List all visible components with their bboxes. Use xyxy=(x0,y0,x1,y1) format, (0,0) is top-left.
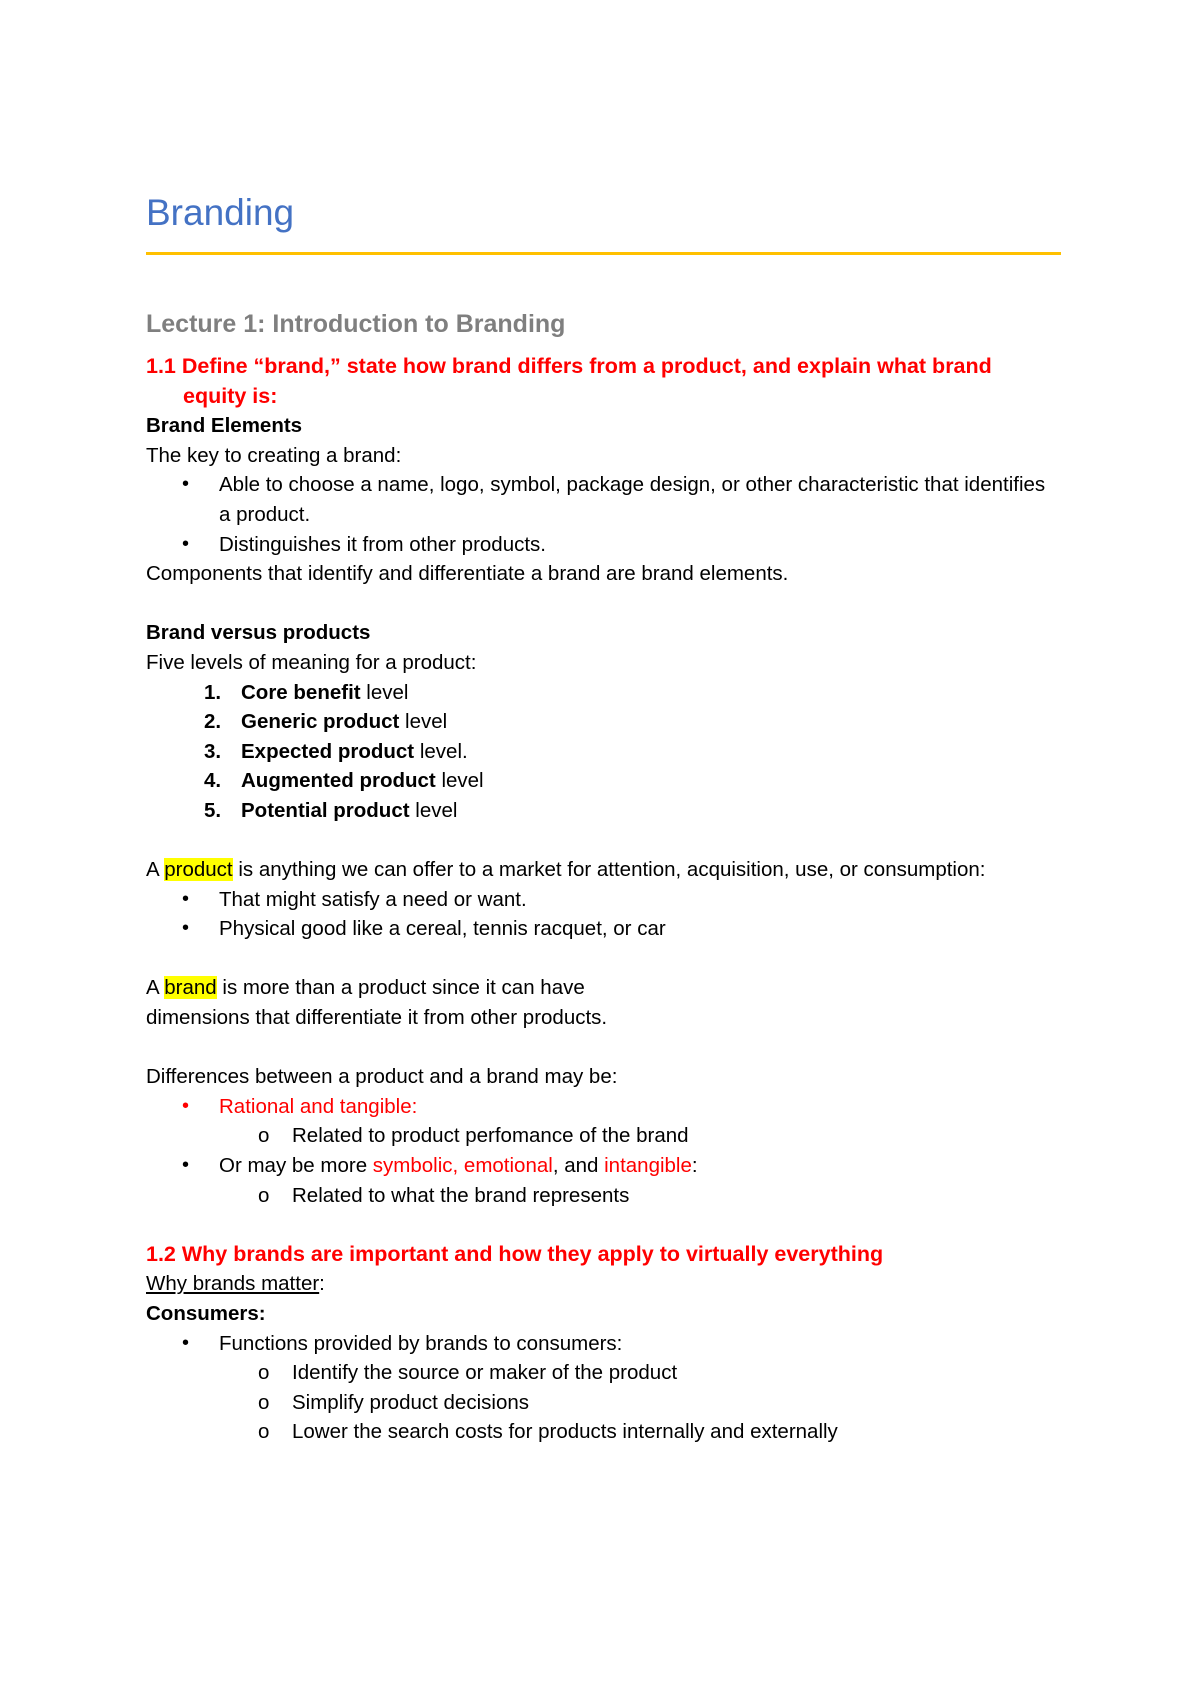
text-span: is anything we can offer to a market for attention, acquisition, use, or consumption: xyxy=(232,858,986,882)
level-rest-text: level xyxy=(360,680,409,704)
sub-bullet-marker: o xyxy=(258,1361,270,1385)
lecture-heading: Lecture 1: Introduction to Branding xyxy=(146,310,566,338)
differences-list-2 xyxy=(146,1151,1061,1181)
text-span: : xyxy=(319,1272,325,1296)
list-item-text: Able to choose a name, logo, symbol, package design, or other characteristic that identifies a product. xyxy=(219,473,1046,526)
list-item-text: Physical good like a cereal, tennis racquet, or car xyxy=(219,917,666,941)
why-brands-matter-text: Why brands matter xyxy=(146,1272,320,1296)
list-item xyxy=(146,530,1061,560)
red-text-span: intangible xyxy=(604,1154,692,1178)
level-rest-text: level xyxy=(435,769,484,793)
text-span: A xyxy=(146,858,165,882)
bullet-marker: • xyxy=(182,917,190,940)
list-item xyxy=(146,678,1061,708)
list-item xyxy=(146,470,1061,529)
list-item xyxy=(146,1417,1061,1447)
differences-sublist-2 xyxy=(146,1181,1061,1211)
bullet-marker: • xyxy=(182,887,190,910)
level-bold-text: Augmented product xyxy=(241,769,436,793)
list-item-text: Simplify product decisions xyxy=(292,1390,529,1414)
list-item-text: Rational and tangible: xyxy=(219,1094,418,1118)
section-1-1-heading: 1.1 Define “brand,” state how brand differs from a product, and explain what brand equity is: xyxy=(146,354,992,408)
level-rest-text: level. xyxy=(414,739,468,763)
differences-text: Differences between a product and a brand may be: xyxy=(146,1065,618,1089)
document-title: Branding xyxy=(146,192,295,233)
list-item xyxy=(146,1388,1061,1418)
why-brands-matter-line xyxy=(146,1269,1061,1299)
list-item xyxy=(146,1181,1061,1211)
text-span: , and xyxy=(552,1154,605,1178)
brand-elements-heading: Brand Elements xyxy=(146,414,303,438)
bullet-marker: • xyxy=(182,1094,190,1117)
list-item xyxy=(146,707,1061,737)
sub-bullet-marker: o xyxy=(258,1420,270,1444)
functions-list xyxy=(146,1329,1061,1359)
list-item-text: Related to what the brand represents xyxy=(292,1183,630,1207)
brand-definition-line-2: dimensions that differentiate it from other products. xyxy=(146,1006,608,1030)
level-rest-text: level xyxy=(399,710,448,734)
list-item xyxy=(146,914,1061,944)
highlighted-brand-word: brand xyxy=(164,976,217,1000)
text-span: is more than a product since it can have xyxy=(216,976,585,1000)
list-item-text: Related to product perfomance of the brand xyxy=(292,1124,689,1148)
product-definition-paragraph xyxy=(146,855,1061,885)
sub-bullet-marker: o xyxy=(258,1390,270,1414)
document-content xyxy=(146,190,1061,1447)
highlighted-product-word: product xyxy=(164,858,233,882)
number-marker: 2. xyxy=(204,710,222,734)
key-intro-text: The key to creating a brand: xyxy=(146,443,402,467)
red-text-span: symbolic, emotional xyxy=(372,1154,553,1178)
bullet-marker: • xyxy=(182,473,190,496)
text-span: A xyxy=(146,976,165,1000)
number-marker: 5. xyxy=(204,798,222,822)
level-bold-text: Expected product xyxy=(241,739,415,763)
levels-numbered-list xyxy=(146,678,1061,826)
sub-bullet-marker: o xyxy=(258,1183,270,1207)
key-bullet-list xyxy=(146,470,1061,559)
bullet-marker: • xyxy=(182,1331,190,1354)
number-marker: 4. xyxy=(204,769,222,793)
differences-list xyxy=(146,1092,1061,1122)
consumers-heading: Consumers: xyxy=(146,1302,266,1325)
list-item xyxy=(146,885,1061,915)
list-item-text: Functions provided by brands to consumers: xyxy=(219,1331,623,1355)
section-1-2-heading: 1.2 Why brands are important and how they apply to virtually everything xyxy=(146,1241,884,1266)
components-text: Components that identify and differentiate a brand are brand elements. xyxy=(146,562,789,586)
title-underline-rule xyxy=(146,252,1061,255)
level-bold-text: Core benefit xyxy=(241,680,361,704)
sub-bullet-marker: o xyxy=(258,1124,270,1148)
bullet-marker: • xyxy=(182,532,190,555)
list-item xyxy=(146,1329,1061,1359)
list-item xyxy=(146,1151,1061,1181)
product-bullet-list xyxy=(146,885,1061,944)
list-item xyxy=(146,1092,1061,1122)
list-item-text: Lower the search costs for products internally and externally xyxy=(292,1420,838,1444)
list-item-text: Identify the source or maker of the product xyxy=(292,1361,678,1385)
brand-definition-line-1 xyxy=(146,973,1061,1003)
text-span: : xyxy=(691,1154,698,1178)
text-span: Or may be more xyxy=(219,1154,373,1178)
list-item xyxy=(146,796,1061,826)
level-rest-text: level xyxy=(409,798,458,822)
level-bold-text: Potential product xyxy=(241,798,410,822)
number-marker: 3. xyxy=(204,739,222,763)
level-bold-text: Generic product xyxy=(241,710,400,734)
list-item xyxy=(146,1358,1061,1388)
brand-versus-products-heading: Brand versus products xyxy=(146,621,371,645)
bullet-marker: • xyxy=(182,1154,190,1177)
list-item-text: That might satisfy a need or want. xyxy=(219,887,527,911)
list-item-text: Distinguishes it from other products. xyxy=(219,532,546,556)
list-item xyxy=(146,737,1061,767)
differences-sublist-1 xyxy=(146,1121,1061,1151)
list-item xyxy=(146,766,1061,796)
functions-sublist xyxy=(146,1358,1061,1447)
five-levels-text: Five levels of meaning for a product: xyxy=(146,650,477,674)
number-marker: 1. xyxy=(204,680,222,704)
list-item xyxy=(146,1121,1061,1151)
